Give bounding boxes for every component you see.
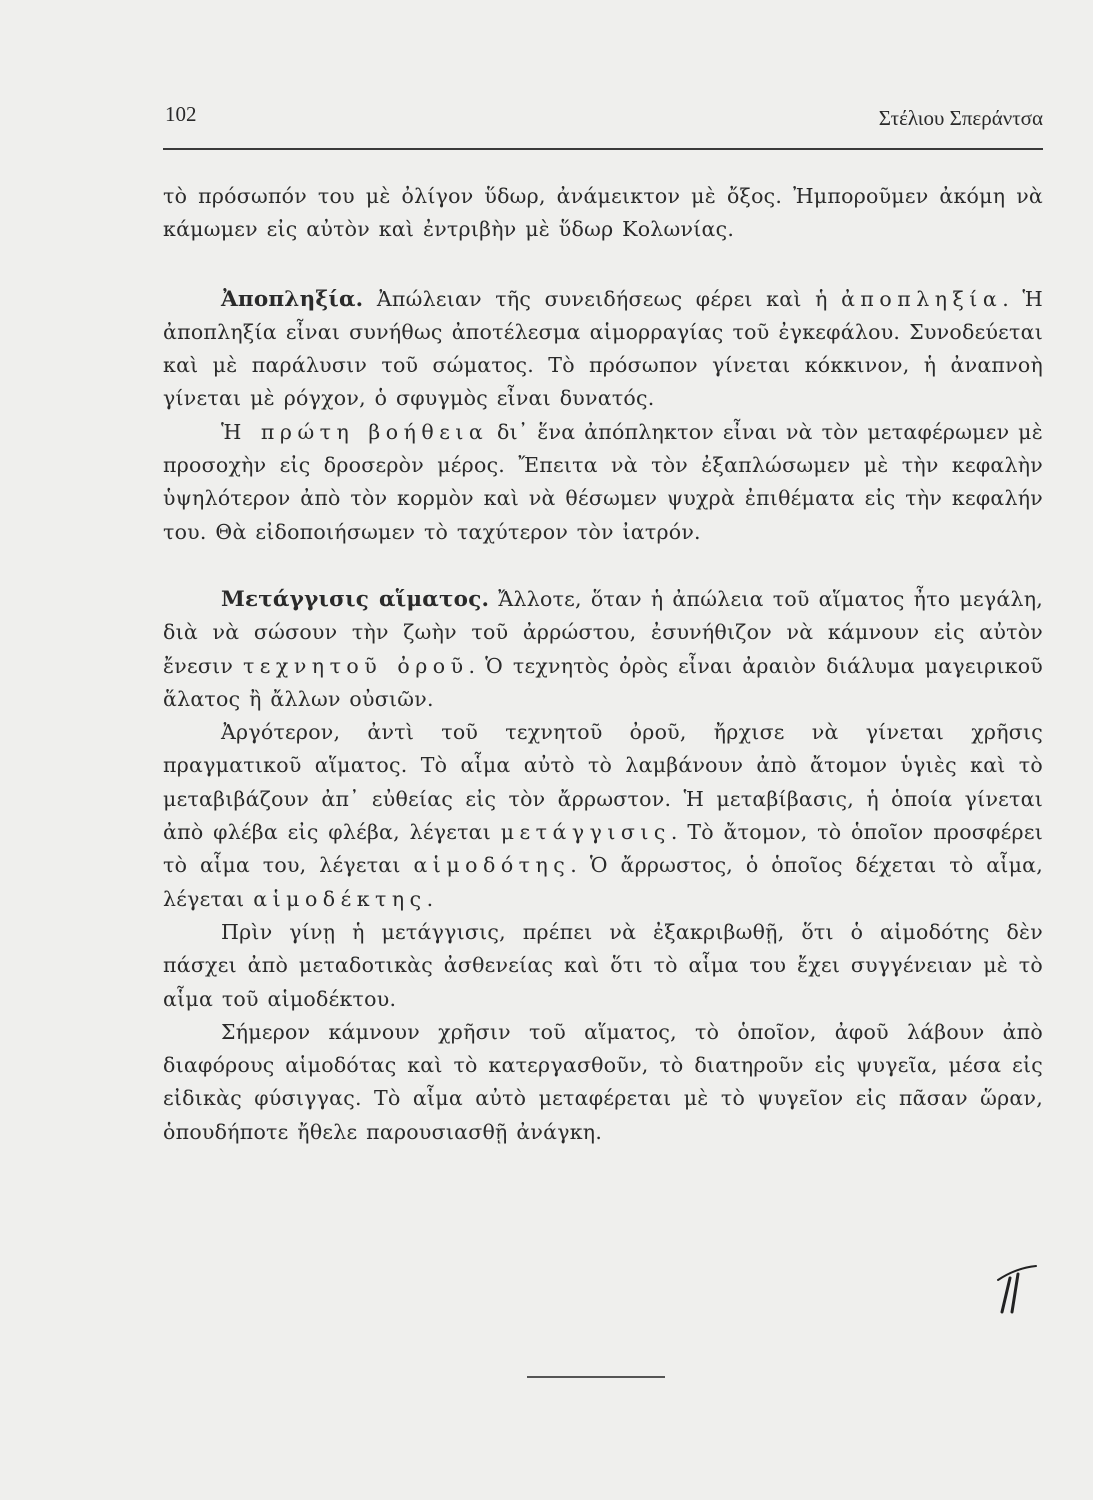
- emphasized-term: αἱμοδότης: [413, 853, 571, 878]
- emphasized-term: αἱμοδέκτης: [253, 886, 427, 911]
- paragraph-before-transfusion: Πρὶν γίνῃ ἡ μετάγγισις, πρέπει νὰ ἐξακριβωθῇ, ὅτι ὁ αἱμοδότης δὲν πάσχει ἀπὸ μεταδοτικὰς ἀσθενείας καὶ ὅτι τὸ αἷμα του ἔχει συγγένειαν μὲ τὸ αἷμα τοῦ αἱμοδέκτου.: [163, 919, 1043, 1011]
- emphasized-term: μετάγγισις: [500, 820, 671, 845]
- page-header: [163, 100, 1043, 140]
- end-rule: [527, 1376, 665, 1378]
- emphasized-term: ἀποπληξία: [841, 286, 1003, 311]
- header-rule: [163, 148, 1043, 150]
- paragraph-apoplexy: Ἀποπληξία. Ἀπώλειαν τῆς συνειδήσεως φέρει καὶ ἡ ἀποπληξία. Ἡ ἀποπληξία εἶναι συνήθως ἀποτέλεσμα αἱμορραγίας τοῦ ἐγκεφάλου. Συνοδεύεται καὶ μὲ παράλυσιν τοῦ σώματος. Τὸ πρόσωπον γίνεται κόκκινον, ἡ ἀναπνοὴ γίνεται μὲ ρόγχον, ὁ σφυγμὸς εἶναι δυνατός.: [163, 286, 1044, 411]
- paragraph-transfusion: Μετάγγισις αἵματος. Ἄλλοτε, ὅταν ἡ ἀπώλεια τοῦ αἵματος ἦτο μεγάλη, διὰ νὰ σώσουν τὴν ζωὴν τοῦ ἀρρώστου, ἐσυνήθιζον νὰ κάμνουν εἰς αὐτὸν ἔνεσιν τεχνητοῦ ὀροῦ. Ὁ τεχνητὸς ὀρὸς εἶναι ἀραιὸν διάλυμα μαγειρικοῦ ἅλατος ἢ ἄλλων οὐσιῶν.: [163, 586, 1043, 711]
- section-heading-apoplexy: Ἀποπληξία.: [221, 286, 364, 312]
- page-number: 102: [165, 102, 197, 126]
- running-head: Στέλιου Σπεράντσα: [878, 106, 1043, 130]
- paragraph-first-aid: Ἡ πρώτη βοήθεια δι᾿ ἕνα ἀπόπληκτον εἶναι νὰ τὸν μεταφέρωμεν μὲ προσοχὴν εἰς δροσερὸν μέρος. Ἔπειτα νὰ τὸν ἐξαπλώσωμεν μὲ τὴν κεφαλὴν ὑψηλότερον ἀπὸ τὸν κορμὸν καὶ νὰ θέσωμεν ψυχρὰ ἐπιθέματα εἰς τὴν κεφαλήν του. Θὰ εἰδοποιήσωμεν τὸ ταχύτερον τὸν ἰατρόν.: [163, 419, 1043, 544]
- paragraph-continuation: τὸ πρόσωπόν του μὲ ὀλίγον ὕδωρ, ἀνάμεικτον μὲ ὄξος. Ἠμποροῦμεν ἀκόμη νὰ κάμωμεν εἰς αὐτὸν καὶ ἐντριβὴν μὲ ὕδωρ Κολωνίας.: [163, 184, 1043, 242]
- section-heading-transfusion: Μετάγγισις αἵματος.: [221, 586, 490, 612]
- page-body: [163, 180, 1043, 1149]
- paragraph-real-blood: Ἀργότερον, ἀντὶ τοῦ τεχνητοῦ ὀροῦ, ἤρχισε νὰ γίνεται χρῆσις πραγματικοῦ αἵματος. Τὸ αἷμα αὐτὸ τὸ λαμβάνουν ἀπὸ ἄτομον ὑγιὲς καὶ τὸ μεταβιβάζουν ἀπ᾿ εὐθείας εἰς τὸν ἄρρωστον. Ἡ μεταβίβασις, ἡ ὁποία γίνεται ἀπὸ φλέβα εἰς φλέβα, λέγεται μετάγγισις. Τὸ ἄτομον, τὸ ὁποῖον προσφέρει τὸ αἷμα του, λέγεται αἱμοδότης. Ὁ ἄρρωστος, ὁ ὁποῖος δέχεται τὸ αἷμα, λέγεται αἱμοδέκτης.: [163, 720, 1044, 911]
- emphasized-term: τεχνητοῦ ὀροῦ: [242, 653, 469, 678]
- handwritten-mark-icon: [996, 1260, 1042, 1320]
- emphasized-term: Ἡ πρώτη βοήθεια: [221, 419, 489, 444]
- paragraph-blood-storage: Σήμερον κάμνουν χρῆσιν τοῦ αἵματος, τὸ ὁποῖον, ἀφοῦ λάβουν ἀπὸ διαφόρους αἱμοδότας καὶ τὸ κατεργασθοῦν, τὸ διατηροῦν εἰς ψυγεῖα, μέσα εἰς εἰδικὰς φύσιγγας. Τὸ αἷμα αὐτὸ μεταφέρεται μὲ τὸ ψυγεῖον εἰς πᾶσαν ὥραν, ὁπουδήποτε ἤθελε παρουσιασθῇ ἀνάγκη.: [163, 1019, 1043, 1144]
